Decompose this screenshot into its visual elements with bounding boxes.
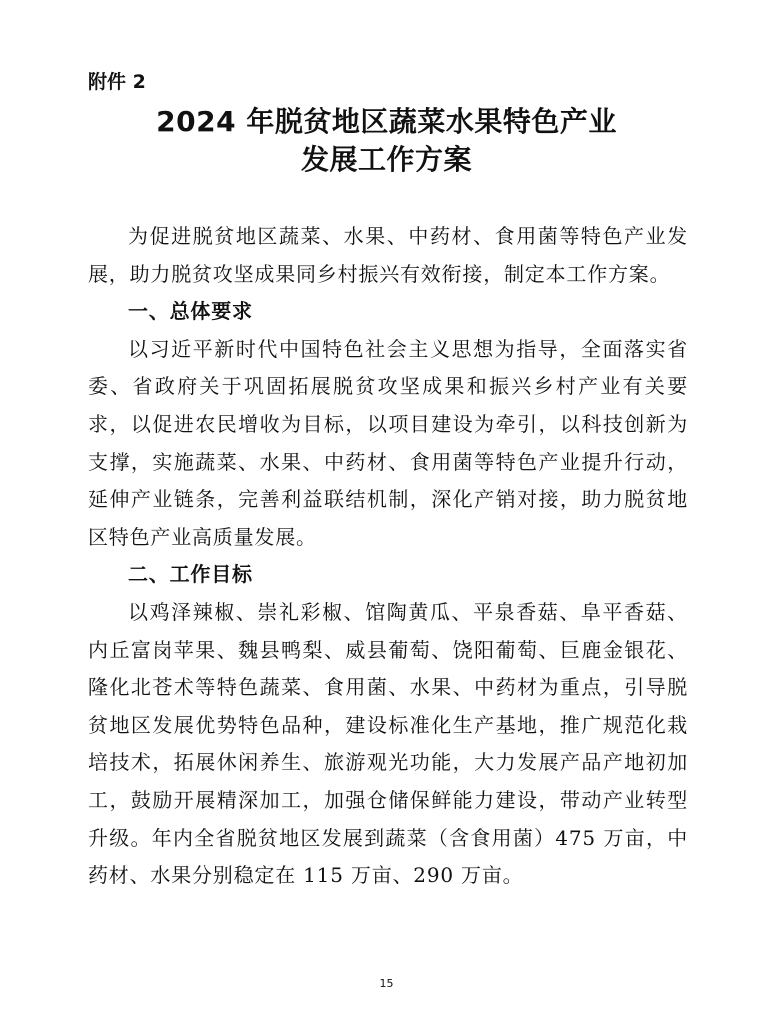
section-heading-work-goals: 二、工作目标 (128, 562, 253, 587)
document-title-line1: 2024 年脱贫地区蔬菜水果特色产业 (156, 105, 617, 138)
section-paragraph-general-requirements: 以习近平新时代中国特色社会主义思想为指导，全面落实省委、省政府关于巩固拓展脱贫攻坚成果和振兴乡村产业有关要求，以促进农民增收为目标，以项目建设为牵引，以科技创新为支撑，实施蔬菜、水果、中药材、食用菌等特色产业提升行动，延伸产业链条，完善利益联结机制，深化产销对接，助力脱贫地区特色产业高质量发展。 (88, 336, 688, 549)
attachment-label: 附件 2 (88, 71, 146, 93)
section-paragraph-work-goals: 以鸡泽辣椒、崇礼彩椒、馆陶黄瓜、平泉香菇、阜平香菇、内丘富岗苹果、魏县鸭梨、威县葡萄、饶阳葡萄、巨鹿金银花、隆化北苍术等特色蔬菜、食用菌、水果、中药材为重点，引导脱贫地区发展优势特色品种，建设标准化生产基地，推广规范化栽培技术，拓展休闲养生、旅游观光功能，大力发展产品产地初加工，鼓励开展精深加工，加强仓储保鲜能力建设，带动产业转型升级。年内全省脱贫地区发展到蔬菜（含食用菌）475 万亩，中药材、水果分别稳定在 115 万亩、290 万亩。 (88, 599, 688, 888)
intro-paragraph: 为促进脱贫地区蔬菜、水果、中药材、食用菌等特色产业发展，助力脱贫攻坚成果同乡村振兴有效衔接，制定本工作方案。 (88, 224, 688, 286)
document-title-line2: 发展工作方案 (300, 143, 472, 176)
section-heading-general-requirements: 一、总体要求 (128, 299, 253, 324)
page-number: 15 (379, 977, 394, 990)
document-body (88, 218, 688, 895)
